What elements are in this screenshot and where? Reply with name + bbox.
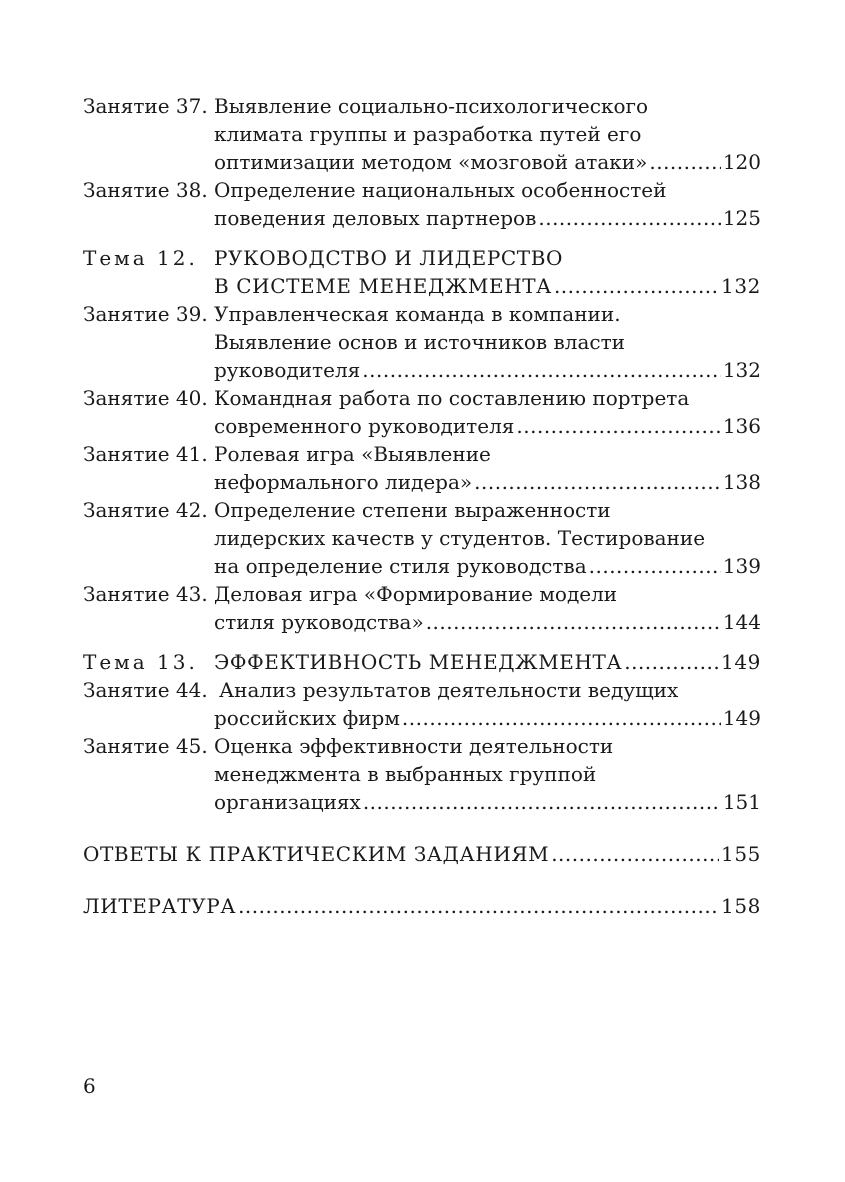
entry-label: Занятие 42.: [83, 498, 208, 522]
entry-title-line: Выявление основ и источников власти: [214, 330, 625, 354]
entry-title-line: Деловая игра «Формирование модели: [214, 582, 618, 606]
dot-leader: [538, 204, 720, 232]
entry-label: Занятие 44.: [83, 678, 208, 702]
entry-label: Занятие 39.: [83, 302, 208, 326]
section-title: ОТВЕТЫ К ПРАКТИЧЕСКИМ ЗАДАНИЯМ: [83, 842, 550, 866]
page-ref: 155: [721, 842, 761, 866]
page-ref: 132: [722, 358, 761, 382]
page-ref: 151: [722, 790, 761, 814]
entry-title-line: Выявление социально-психологического: [214, 94, 649, 118]
toc-entry-topic-12: [83, 244, 761, 300]
entry-title-line: Определение национальных особенностей: [214, 178, 667, 202]
entry-title-line: поведения деловых партнеров: [214, 206, 537, 230]
topic-title-line: В СИСТЕМЕ МЕНЕДЖМЕНТА: [214, 274, 552, 298]
entry-title-line: российских фирм: [214, 706, 400, 730]
entry-label: Занятие 38.: [83, 178, 208, 202]
entry-label: Занятие 45.: [83, 734, 208, 758]
entry-title-line: климата группы и разработка путей его: [214, 122, 642, 146]
entry-title-line: на определение стиля руководства: [214, 554, 587, 578]
toc-entry-lesson-43: [83, 580, 761, 636]
page-ref: 149: [722, 706, 761, 730]
dot-leader: [554, 272, 719, 300]
toc-entry-lesson-44: [83, 676, 761, 732]
dot-leader: [238, 892, 719, 920]
dot-leader: [516, 412, 720, 440]
entry-title-line: Определение степени выраженности: [214, 498, 611, 522]
section-title: ЛИТЕРАТУРА: [83, 894, 237, 918]
entry-title-line: Командная работа по составлению портрета: [214, 386, 690, 410]
entry-title-line: неформального лидера»: [214, 470, 473, 494]
page-ref: 138: [722, 470, 761, 494]
page-ref: 120: [722, 150, 761, 174]
entry-title-line: менеджмента в выбранных группой: [214, 762, 597, 786]
entry-title-line: оптимизации методом «мозговой атаки»: [214, 150, 648, 174]
dot-leader: [362, 356, 721, 384]
entry-title-line: современного руководителя: [214, 414, 515, 438]
toc-entry-lesson-45: [83, 732, 761, 816]
dot-leader: [426, 608, 721, 636]
dot-leader: [649, 148, 720, 176]
toc-entry-lesson-37: [83, 92, 761, 176]
entry-label: Занятие 43.: [83, 582, 208, 606]
topic-label: Тема 12.: [83, 246, 198, 270]
page-ref: 158: [721, 894, 761, 918]
page-ref: 136: [722, 414, 761, 438]
entry-title-line: лидерских качеств у студентов. Тестирование: [214, 526, 706, 550]
table-of-contents: [83, 92, 761, 920]
page-number: 6: [83, 1074, 96, 1098]
topic-title-line: ЭФФЕКТИВНОСТЬ МЕНЕДЖМЕНТА: [214, 650, 623, 674]
dot-leader: [589, 552, 721, 580]
page-ref: 144: [722, 610, 761, 634]
page-ref: 139: [722, 554, 761, 578]
toc-entry-lesson-42: [83, 496, 761, 580]
toc-entry-lesson-38: [83, 176, 761, 232]
entry-title-line: Оценка эффективности деятельности: [214, 734, 614, 758]
dot-leader: [363, 788, 721, 816]
topic-label: Тема 13.: [83, 650, 198, 674]
toc-entry-lesson-39: [83, 300, 761, 384]
entry-title-line: организациях: [214, 790, 361, 814]
dot-leader: [624, 648, 719, 676]
toc-entry-topic-13: [83, 648, 761, 676]
entry-title-line: руководителя: [214, 358, 361, 382]
dot-leader: [402, 704, 721, 732]
toc-entry-lesson-41: [83, 440, 761, 496]
page-ref: 132: [721, 274, 761, 298]
toc-entry-literature: [83, 892, 761, 920]
toc-entry-lesson-40: [83, 384, 761, 440]
toc-entry-answers: [83, 840, 761, 868]
entry-title-line: Управленческая команда в компании.: [214, 302, 621, 326]
page-ref: 125: [722, 206, 761, 230]
entry-label: Занятие 37.: [83, 94, 208, 118]
entry-title-line: стиля руководства»: [214, 610, 424, 634]
entry-label: Занятие 40.: [83, 386, 208, 410]
dot-leader: [474, 468, 721, 496]
dot-leader: [551, 840, 719, 868]
entry-title-line: Ролевая игра «Выявление: [214, 442, 491, 466]
page-ref: 149: [721, 650, 761, 674]
entry-title-line: Анализ результатов деятельности ведущих: [219, 678, 679, 702]
topic-title-line: РУКОВОДСТВО И ЛИДЕРСТВО: [214, 246, 564, 270]
entry-label: Занятие 41.: [83, 442, 208, 466]
